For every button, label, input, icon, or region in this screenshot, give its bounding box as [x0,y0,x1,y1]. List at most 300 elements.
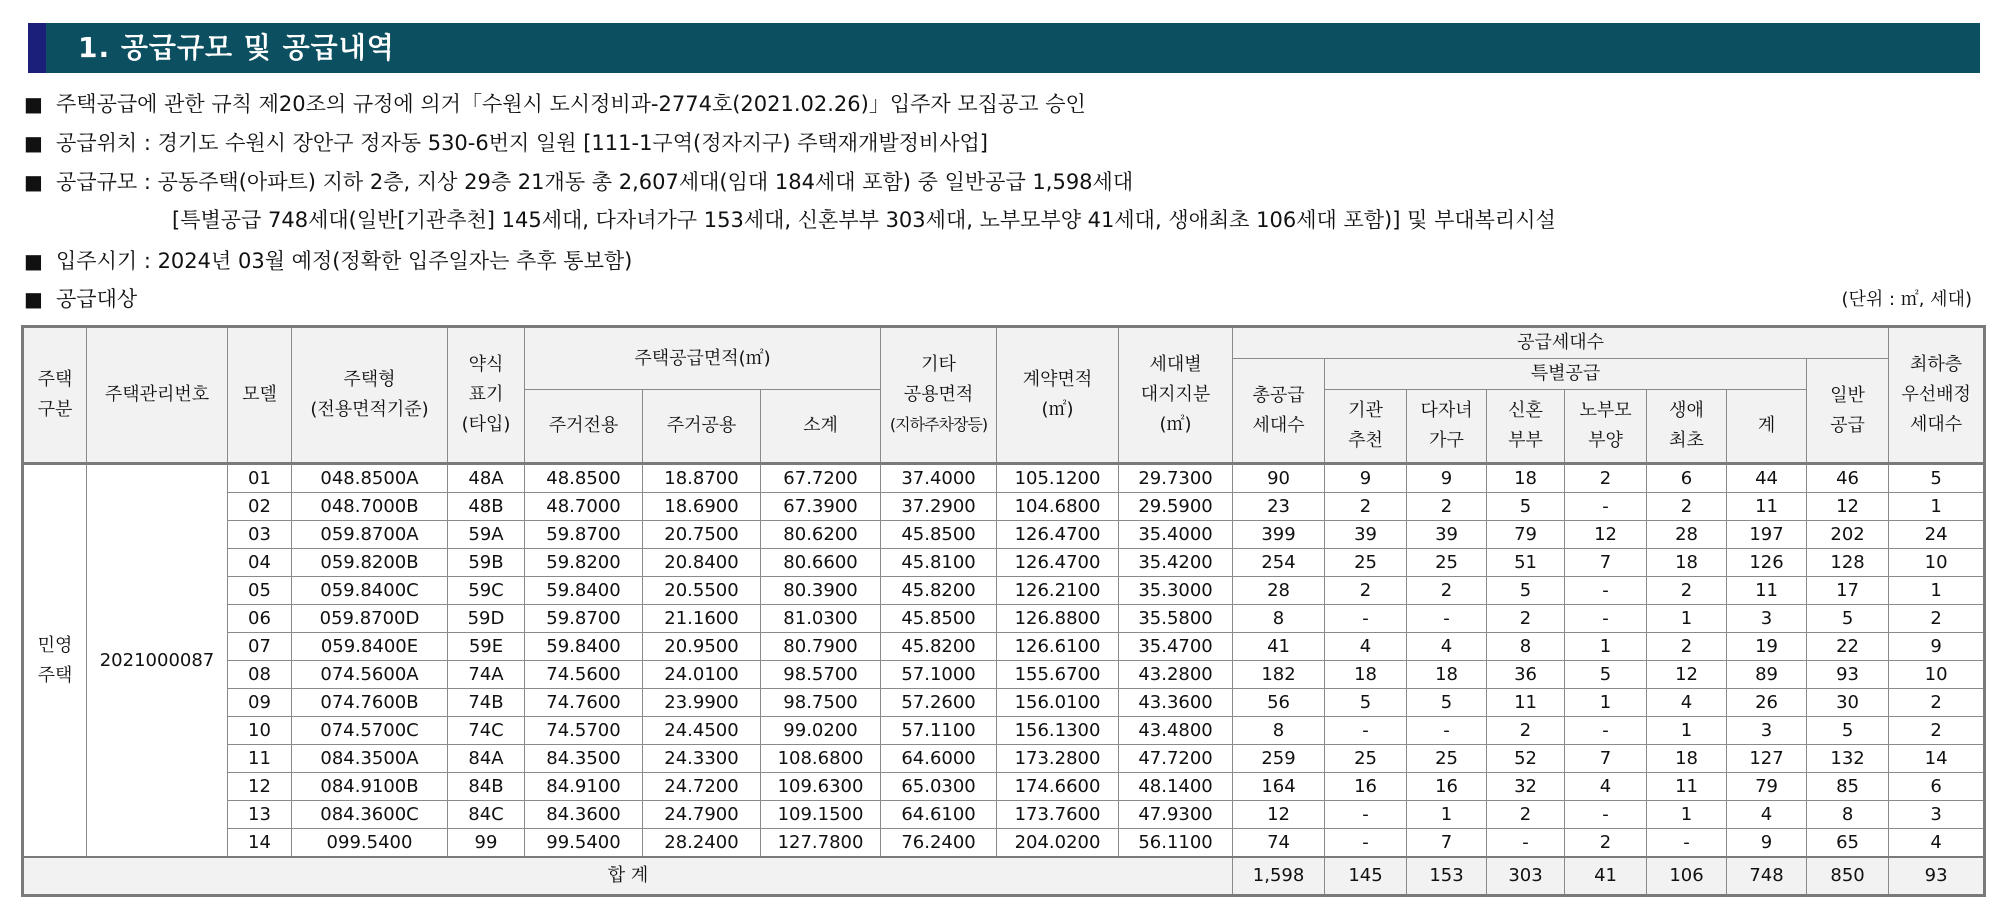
table-cell: 28 [1233,577,1325,605]
table-row [23,829,1985,858]
table-cell: 84B [448,773,525,801]
table-cell: 35.4700 [1119,633,1233,661]
table-cell: 173.7600 [997,801,1119,829]
table-cell: 28.2400 [643,829,761,858]
table-cell: 56.1100 [1119,829,1233,858]
header-contract-area [997,327,1119,464]
table-cell: 105.1200 [997,464,1119,493]
table-cell: 099.5400 [292,829,448,858]
table-cell: 24.7200 [643,773,761,801]
table-cell: 8 [1807,801,1889,829]
table-cell: 43.2800 [1119,661,1233,689]
table-cell: 80.6200 [761,521,881,549]
table-cell: 35.4000 [1119,521,1233,549]
table-row [23,801,1985,829]
header-general [1807,359,1889,464]
table-cell: 10 [228,717,292,745]
table-cell: 46 [1807,464,1889,493]
table-cell: 24.0100 [643,661,761,689]
table-cell: 59C [448,577,525,605]
table-cell: 8 [1487,633,1565,661]
table-cell: 11 [1727,493,1807,521]
table-cell: 1 [1889,577,1985,605]
table-cell: 44 [1727,464,1807,493]
table-cell: 12 [1233,801,1325,829]
table-cell: 80.7900 [761,633,881,661]
table-cell: - [1407,605,1487,633]
table-cell: 5 [1807,605,1889,633]
table-cell: 37.4000 [881,464,997,493]
info-target-text: 공급대상 [56,287,138,311]
table-cell: 13 [228,801,292,829]
table-cell: 43.4800 [1119,717,1233,745]
header-multichild [1407,390,1487,464]
header-subtotal: 소계 [761,390,881,464]
table-cell: 18 [1325,661,1407,689]
table-cell: 8 [1233,605,1325,633]
table-cell: 47.7200 [1119,745,1233,773]
table-cell: 9 [1727,829,1807,858]
table-cell: 80.6600 [761,549,881,577]
table-cell: 12 [1565,521,1647,549]
table-cell: 1 [1647,717,1727,745]
table-cell: 04 [228,549,292,577]
header-institution [1325,390,1407,464]
header-abbr-text: 약식 표기 (타입) [461,354,511,435]
table-cell: 06 [228,605,292,633]
table-cell: 24.4500 [643,717,761,745]
header-newlywed [1487,390,1565,464]
table-cell: 18 [1407,661,1487,689]
table-cell: 156.1300 [997,717,1119,745]
table-cell: 09 [228,689,292,717]
table-cell: 24.3300 [643,745,761,773]
section-header-accent [28,23,46,73]
table-cell: 2 [1487,605,1565,633]
table-cell: - [1325,717,1407,745]
table-cell: 048.7000B [292,493,448,521]
table-cell: 18 [1487,464,1565,493]
table-cell: 45.8200 [881,577,997,605]
header-type-text: 주택 구분 [37,369,73,420]
table-cell: 2 [1407,577,1487,605]
table-row [23,773,1985,801]
table-cell: 59B [448,549,525,577]
table-cell: 02 [228,493,292,521]
table-cell: 059.8400C [292,577,448,605]
table-cell: 51 [1487,549,1565,577]
table-cell: 74.5600 [525,661,643,689]
table-cell: 74.5700 [525,717,643,745]
table-cell: 48.8500 [525,464,643,493]
table-cell: 399 [1233,521,1325,549]
table-cell: 12 [1807,493,1889,521]
table-cell: 28 [1647,521,1727,549]
table-cell: 74A [448,661,525,689]
bullet-icon: ■ [24,170,43,194]
table-cell: 81.0300 [761,605,881,633]
table-cell: 108.6800 [761,745,881,773]
table-cell: 84.9100 [525,773,643,801]
table-cell: 57.2600 [881,689,997,717]
table-cell: - [1565,493,1647,521]
table-cell: 059.8400E [292,633,448,661]
table-row [23,745,1985,773]
table-cell: 79 [1727,773,1807,801]
table-cell: 39 [1407,521,1487,549]
header-general-text: 일반 공급 [1830,384,1865,436]
section-title: 1. 공급규모 및 공급내역 [78,31,395,64]
table-cell: 12 [228,773,292,801]
table-cell: 08 [228,661,292,689]
supply-table [21,325,1986,897]
header-elderly [1565,390,1647,464]
table-cell: 2 [1487,717,1565,745]
table-cell: 126.4700 [997,521,1119,549]
table-cell: 03 [228,521,292,549]
table-cell: 2 [1325,493,1407,521]
group-mgmt-no-cell: 2021000087 [87,464,228,858]
header-model: 모델 [228,327,292,464]
header-land-share-text: 세대별 대지지분 (㎡) [1140,354,1211,435]
table-cell: 084.3600C [292,801,448,829]
header-other-common-text: 기타 공용면적 [903,354,974,405]
table-cell: 45.8500 [881,521,997,549]
table-cell: 52 [1487,745,1565,773]
table-cell: 2 [1889,689,1985,717]
total-cell: 145 [1325,857,1407,896]
table-cell: 20.8400 [643,549,761,577]
table-cell: 25 [1407,745,1487,773]
table-cell: 174.6600 [997,773,1119,801]
table-cell: 7 [1565,745,1647,773]
table-cell: 4 [1727,801,1807,829]
table-cell: 5 [1407,689,1487,717]
table-cell: 11 [228,745,292,773]
table-cell: 64.6000 [881,745,997,773]
info-move-in-text: 입주시기 : 2024년 03월 예정(정확한 입주일자는 추후 통보함) [56,249,633,273]
total-cell: 41 [1565,857,1647,896]
table-cell: 59.8400 [525,633,643,661]
table-cell: 084.3500A [292,745,448,773]
table-cell: 173.2800 [997,745,1119,773]
table-cell: 3 [1889,801,1985,829]
table-cell: 18.6900 [643,493,761,521]
table-cell: 36 [1487,661,1565,689]
table-cell: 18 [1647,745,1727,773]
table-cell: 23.9900 [643,689,761,717]
section-header [28,23,1980,73]
table-cell: 07 [228,633,292,661]
table-cell: 14 [228,829,292,858]
table-cell: 47.9300 [1119,801,1233,829]
table-cell: 254 [1233,549,1325,577]
table-cell: 59E [448,633,525,661]
bullet-icon: ■ [24,131,43,155]
table-cell: 084.9100B [292,773,448,801]
table-cell: 109.1500 [761,801,881,829]
table-cell: 164 [1233,773,1325,801]
total-label: 합 계 [23,857,1233,896]
table-cell: 84.3500 [525,745,643,773]
header-exclusive: 주거전용 [525,390,643,464]
table-cell: 18 [1647,549,1727,577]
table-cell: 99.5400 [525,829,643,858]
header-contract-area-text: 계약면적 (㎡) [1022,369,1093,420]
header-lowest-floor-text: 최하층 우선배정 세대수 [1901,354,1971,435]
table-cell: 10 [1889,661,1985,689]
table-cell: 48A [448,464,525,493]
table-cell: 2 [1487,801,1565,829]
supply-table-body [23,464,1985,896]
header-total-units-text: 총공급 세대수 [1252,384,1305,436]
header-other-common-note: (지하주차장등) [889,415,988,434]
table-cell: 202 [1807,521,1889,549]
info-target [24,284,137,314]
table-row [23,633,1985,661]
table-cell: 35.4200 [1119,549,1233,577]
header-house-type-text: 주택형 (전용면적기준) [310,369,429,420]
table-cell: 5 [1565,661,1647,689]
table-cell: 2 [1647,633,1727,661]
table-cell: 41 [1233,633,1325,661]
table-cell: 18.8700 [643,464,761,493]
table-cell: 76.2400 [881,829,997,858]
group-type-cell: 민영 주택 [23,464,87,858]
table-cell: 59.8700 [525,521,643,549]
table-cell: 67.7200 [761,464,881,493]
table-cell: 25 [1325,549,1407,577]
unit-note: (단위 : ㎡, 세대) [1841,289,1972,310]
table-cell: - [1487,829,1565,858]
table-cell: 32 [1487,773,1565,801]
table-cell: 1 [1565,689,1647,717]
table-cell: 11 [1487,689,1565,717]
table-cell: 059.8700A [292,521,448,549]
info-scale [24,167,1133,197]
table-cell: 93 [1807,661,1889,689]
table-cell: 80.3900 [761,577,881,605]
table-cell: 2 [1565,464,1647,493]
table-cell: 126.2100 [997,577,1119,605]
table-cell: 21.1600 [643,605,761,633]
table-cell: 59.8400 [525,577,643,605]
table-cell: 074.5600A [292,661,448,689]
header-other-common [881,327,997,464]
table-cell: 2 [1889,717,1985,745]
header-mgmt-no: 주택관리번호 [87,327,228,464]
table-cell: 37.2900 [881,493,997,521]
table-cell: 30 [1807,689,1889,717]
total-cell: 850 [1807,857,1889,896]
header-lowest-floor [1889,327,1985,464]
table-cell: 5 [1487,493,1565,521]
table-cell: 074.7600B [292,689,448,717]
table-cell: 059.8700D [292,605,448,633]
header-first-time-text: 생애 최초 [1669,400,1704,451]
table-cell: - [1325,605,1407,633]
table-row [23,577,1985,605]
table-cell: 98.5700 [761,661,881,689]
info-scale-text: 공급규모 : 공동주택(아파트) 지하 2층, 지상 29층 21개동 총 2,607세대(임대 184세대 포함) 중 일반공급 1,598세대 [56,170,1134,194]
table-cell: 16 [1407,773,1487,801]
table-cell: - [1647,829,1727,858]
table-cell: - [1565,717,1647,745]
table-cell: 11 [1647,773,1727,801]
table-cell: 182 [1233,661,1325,689]
table-cell: 126 [1727,549,1807,577]
table-cell: 155.6700 [997,661,1119,689]
bullet-icon: ■ [24,287,43,311]
table-row [23,717,1985,745]
info-approval [24,89,1086,119]
header-supply-units: 공급세대수 [1233,327,1889,359]
header-house-type [292,327,448,464]
table-cell: 4 [1407,633,1487,661]
table-cell: 11 [1727,577,1807,605]
table-cell: 6 [1889,773,1985,801]
table-cell: 1 [1647,801,1727,829]
table-cell: 59D [448,605,525,633]
table-cell: 45.8100 [881,549,997,577]
table-cell: 22 [1807,633,1889,661]
table-cell: 25 [1325,745,1407,773]
table-cell: 5 [1487,577,1565,605]
table-cell: 4 [1565,773,1647,801]
info-move-in [24,246,632,276]
table-cell: 059.8200B [292,549,448,577]
table-cell: 29.7300 [1119,464,1233,493]
table-cell: - [1565,577,1647,605]
table-cell: 048.8500A [292,464,448,493]
table-cell: 25 [1407,549,1487,577]
table-cell: 48B [448,493,525,521]
table-cell: 64.6100 [881,801,997,829]
table-row [23,661,1985,689]
table-cell: - [1565,801,1647,829]
info-approval-text: 주택공급에 관한 규칙 제20조의 규정에 의거「수원시 도시정비과-2774호(2021.02.26)」입주자 모집공고 승인 [56,92,1086,116]
table-cell: 132 [1807,745,1889,773]
table-cell: 65.0300 [881,773,997,801]
header-elderly-text: 노부모 부양 [1579,400,1632,451]
table-cell: 126.8800 [997,605,1119,633]
total-cell: 1,598 [1233,857,1325,896]
table-cell: 2 [1407,493,1487,521]
header-special: 특별공급 [1325,359,1807,390]
header-type [23,327,87,464]
table-cell: 20.9500 [643,633,761,661]
table-cell: 5 [1889,464,1985,493]
table-cell: 48.1400 [1119,773,1233,801]
table-cell: 2 [1647,577,1727,605]
table-cell: 65 [1807,829,1889,858]
table-cell: 26 [1727,689,1807,717]
header-newlywed-text: 신혼 부부 [1508,400,1543,451]
table-cell: 57.1000 [881,661,997,689]
table-cell: 074.5700C [292,717,448,745]
table-cell: 7 [1565,549,1647,577]
table-row [23,521,1985,549]
table-cell: 45.8200 [881,633,997,661]
bullet-icon: ■ [24,249,43,273]
table-cell: 2 [1889,605,1985,633]
header-land-share [1119,327,1233,464]
table-cell: 1 [1565,633,1647,661]
table-cell: 79 [1487,521,1565,549]
table-cell: 4 [1889,829,1985,858]
table-cell: 259 [1233,745,1325,773]
table-cell: 1 [1407,801,1487,829]
table-row [23,689,1985,717]
total-cell: 748 [1727,857,1807,896]
table-cell: 45.8500 [881,605,997,633]
table-cell: 67.3900 [761,493,881,521]
header-common: 주거공용 [643,390,761,464]
table-cell: 4 [1325,633,1407,661]
header-multichild-text: 다자녀 가구 [1420,400,1473,451]
table-cell: 90 [1233,464,1325,493]
table-cell: 23 [1233,493,1325,521]
table-cell: 89 [1727,661,1807,689]
bullet-icon: ■ [24,92,43,116]
table-cell: 74B [448,689,525,717]
table-cell: 204.0200 [997,829,1119,858]
header-institution-text: 기관 추천 [1348,400,1383,451]
table-cell: 74C [448,717,525,745]
table-cell: 74.7600 [525,689,643,717]
table-cell: 35.5800 [1119,605,1233,633]
table-cell: 24 [1889,521,1985,549]
table-cell: - [1407,717,1487,745]
table-cell: 20.7500 [643,521,761,549]
total-cell: 303 [1487,857,1565,896]
table-cell: 7 [1407,829,1487,858]
header-first-time [1647,390,1727,464]
table-cell: 16 [1325,773,1407,801]
table-cell: 9 [1325,464,1407,493]
table-cell: 1 [1889,493,1985,521]
table-cell: 84C [448,801,525,829]
table-cell: 9 [1407,464,1487,493]
table-cell: 14 [1889,745,1985,773]
header-total-units [1233,359,1325,464]
table-cell: 127.7800 [761,829,881,858]
table-cell: 4 [1647,689,1727,717]
table-cell: 12 [1647,661,1727,689]
table-cell: 10 [1889,549,1985,577]
table-cell: 6 [1647,464,1727,493]
info-location-text: 공급위치 : 경기도 수원시 장안구 정자동 530-6번지 일원 [111-1구역(정자지구) 주택재개발정비사업] [56,131,988,155]
table-cell: 59A [448,521,525,549]
table-cell: - [1325,829,1407,858]
table-cell: 3 [1727,605,1807,633]
table-cell: 197 [1727,521,1807,549]
table-cell: 109.6300 [761,773,881,801]
table-cell: 29.5900 [1119,493,1233,521]
table-cell: 84A [448,745,525,773]
table-cell: 3 [1727,717,1807,745]
header-abbr [448,327,525,464]
table-cell: 24.7900 [643,801,761,829]
table-cell: 59.8700 [525,605,643,633]
table-cell: 98.7500 [761,689,881,717]
table-cell: - [1565,605,1647,633]
table-cell: 127 [1727,745,1807,773]
table-cell: 20.5500 [643,577,761,605]
total-row [23,857,1985,896]
table-cell: 5 [1325,689,1407,717]
table-cell: 39 [1325,521,1407,549]
